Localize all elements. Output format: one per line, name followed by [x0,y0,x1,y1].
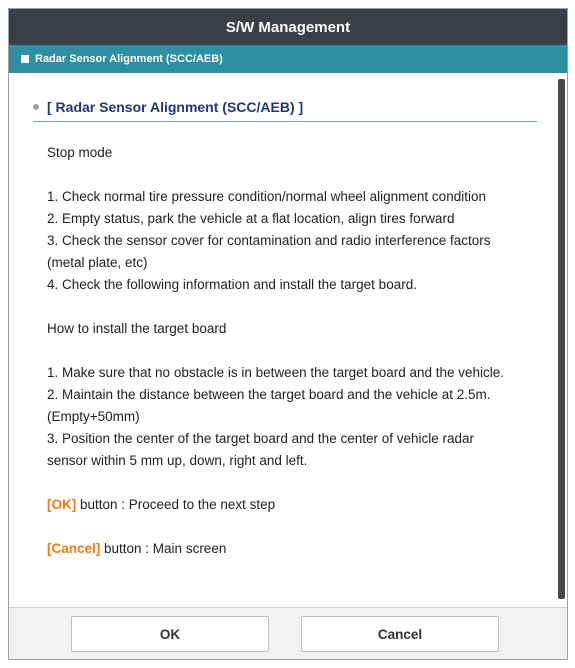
sw-management-dialog [8,8,568,660]
install-step: (Empty+50mm) [47,409,140,424]
stop-mode-label: Stop mode [47,145,113,160]
content-scrollbar[interactable] [558,79,565,599]
check-step: 1. Check normal tire pressure condition/normal wheel alignment condition [47,189,486,204]
square-bullet-icon [21,55,29,63]
procedure-heading [33,99,537,122]
cancel-note-key: [Cancel] [47,541,101,556]
procedure-heading-text: [ Radar Sensor Alignment (SCC/AEB) ] [47,99,304,115]
ok-button[interactable]: OK [71,616,269,652]
cancel-button[interactable]: Cancel [301,616,499,652]
dialog-title: S/W Management [9,9,567,45]
install-step: 3. Position the center of the target board and the center of vehicle radar [47,431,475,446]
install-title: How to install the target board [47,321,227,336]
install-step: 2. Maintain the distance between the target board and the vehicle at 2.5m. [47,387,491,402]
ok-note-key: [OK] [47,497,77,512]
dialog-footer [9,607,567,659]
check-step: 2. Empty status, park the vehicle at a flat location, align tires forward [47,211,455,226]
cancel-button-note [47,538,537,560]
procedure-body [33,142,537,560]
section-subheader [9,45,567,73]
install-steps-list [47,362,537,472]
content-area [9,73,567,607]
ok-button-note [47,494,537,516]
ok-note-text: button : Proceed to the next step [76,497,276,512]
cancel-note-text: button : Main screen [100,541,227,556]
check-step: (metal plate, etc) [47,255,148,270]
install-step: 1. Make sure that no obstacle is in between the target board and the vehicle. [47,365,505,380]
circle-bullet-icon [33,104,39,110]
check-step: 4. Check the following information and install the target board. [47,277,417,292]
check-step: 3. Check the sensor cover for contamination and radio interference factors [47,233,491,248]
check-steps-list [47,186,537,296]
content-scroll [9,73,555,607]
install-step: sensor within 5 mm up, down, right and left. [47,453,308,468]
subheader-label: Radar Sensor Alignment (SCC/AEB) [35,53,223,65]
